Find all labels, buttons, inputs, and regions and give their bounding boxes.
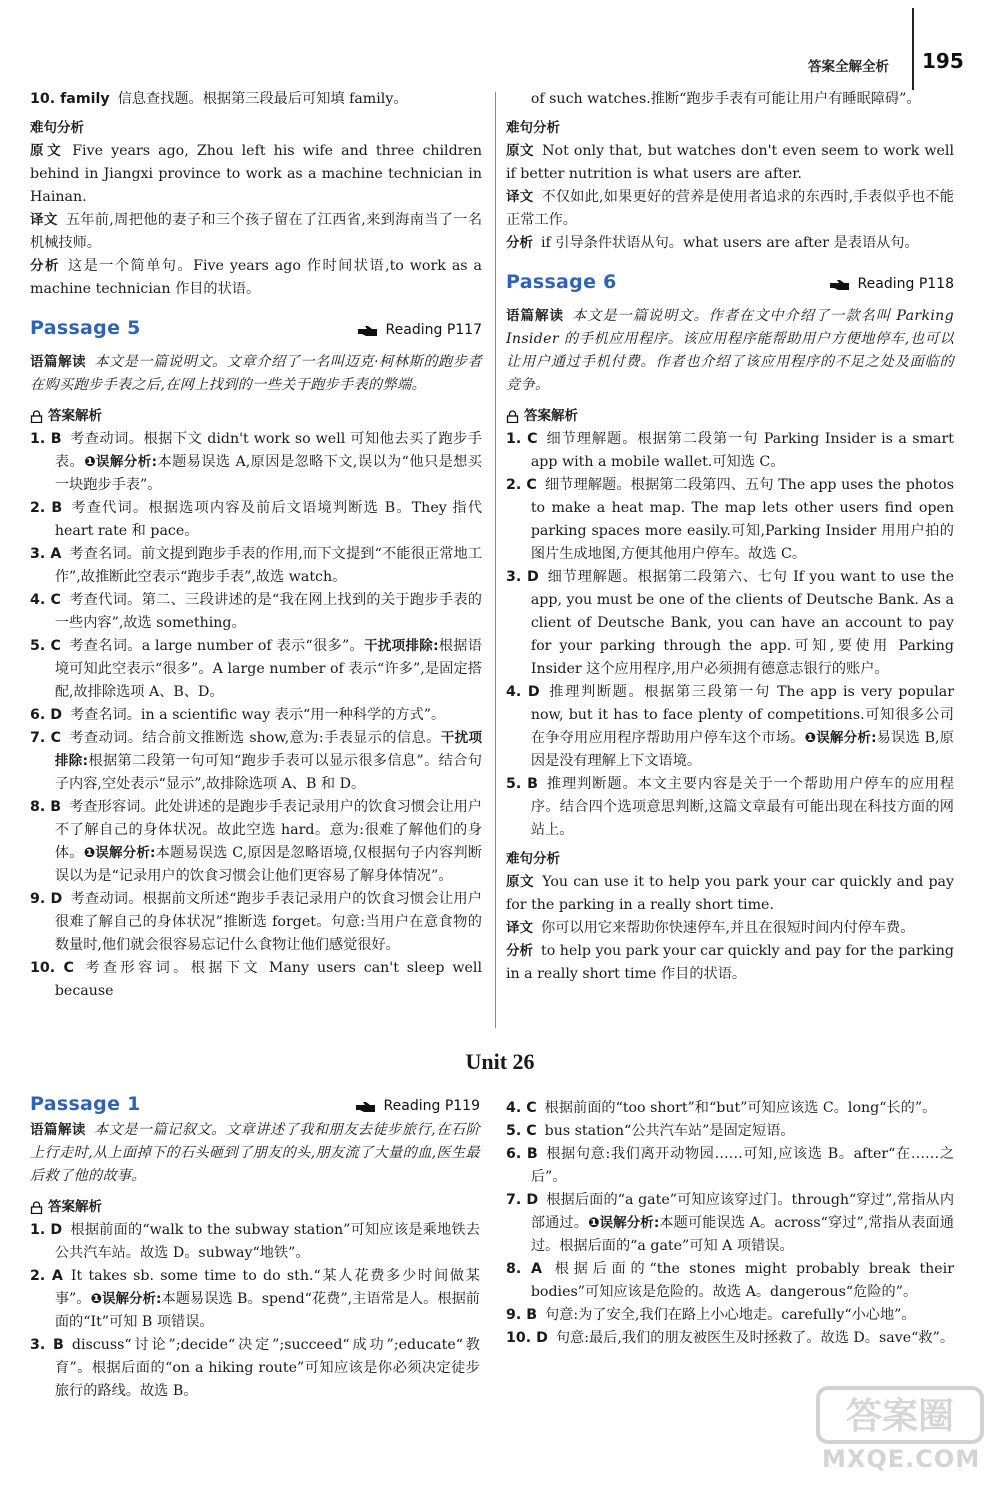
pointing-hand-icon bbox=[358, 325, 378, 337]
unit-title: Unit 26 bbox=[465, 1049, 535, 1074]
answers-title: 答案解析 bbox=[48, 408, 102, 424]
answer-number: 9. B bbox=[506, 1307, 538, 1323]
note-text: 根据第二段第一句可知“跑步手表可以显示很多信息”。结合句子内容,空处表示“显示”,故排除选项 A、B 和 D。 bbox=[54, 753, 482, 792]
answer-number: 1. D bbox=[30, 1222, 63, 1238]
text: if 引导条件状语从句。what users are after 是表语从句。 bbox=[541, 235, 919, 251]
text: 不仅如此,如果更好的营养是使用者追求的东西时,手表似乎也不能正常工作。 bbox=[506, 189, 954, 228]
text: Five years ago, Zhou left his wife and three children behind in Jiangxi province to work as a machine technician in Hainan. bbox=[30, 143, 482, 205]
label: 原文 bbox=[506, 874, 535, 890]
answer-item bbox=[30, 1334, 480, 1403]
answer-item bbox=[506, 1097, 954, 1120]
answer-number: 2. B bbox=[30, 500, 63, 516]
answer-text: 句意:最后,我们的朋友被医生及时拯救了。故选 D。save“救”。 bbox=[555, 1330, 955, 1346]
note-label: ❶误解分析: bbox=[90, 1291, 162, 1307]
lock-icon bbox=[506, 410, 519, 423]
unit-right-column bbox=[506, 1097, 954, 1350]
note-label: ❶误解分析: bbox=[587, 1215, 660, 1231]
answer-item bbox=[30, 635, 482, 704]
answer-text: 考查名词。in a scientific way 表示“用一种科学的方式”。 bbox=[69, 707, 446, 723]
answer-text: 考查形容词。此处讲述的是跑步手表记录用户的饮食习惯会让用户不了解自己的身体状况。故此空选 hard。意为:很难了解他们的身体。 bbox=[54, 799, 482, 861]
original-sentence bbox=[506, 140, 954, 186]
answer-item bbox=[30, 428, 482, 497]
answer-text: discuss“讨论”;decide“决定”;succeed“成功”;educate“教育”。根据后面的“on a hiking route”可知应该是你必须决定徒步旅行的路线。故选 B。 bbox=[54, 1337, 480, 1399]
answer-item bbox=[30, 88, 482, 111]
page-number: 195 bbox=[922, 49, 964, 73]
answer-item bbox=[30, 888, 482, 957]
text: 这是一个简单句。Five years ago 作时间状语,to work as a machine technician 作目的状语。 bbox=[30, 258, 482, 297]
answer-item bbox=[30, 589, 482, 635]
answer-item bbox=[30, 796, 482, 888]
answer-text: 根据后面的“a gate”可知应该穿过门。through“穿过”,常指从内部通过。 bbox=[530, 1192, 955, 1231]
translation bbox=[506, 186, 954, 232]
right-column bbox=[506, 88, 954, 986]
watermark-logo-text: 答案圈 bbox=[845, 1396, 955, 1437]
reading-reference bbox=[830, 273, 954, 296]
answer-text: 考查名词。a large number of 表示“很多”。 bbox=[68, 638, 365, 654]
answer-continuation: of such watches.推断“跑步手表有可能让用户有睡眠障碍”。 bbox=[530, 91, 921, 107]
answer-item bbox=[506, 1143, 954, 1189]
answer-item bbox=[506, 681, 954, 773]
answer-number: 5. B bbox=[506, 776, 538, 792]
text: 五年前,周把他的妻子和三个孩子留在了江西省,来到海南当了一名机械技师。 bbox=[30, 212, 483, 251]
note-label: 干扰项排除: bbox=[364, 638, 439, 654]
text: 你可以用它来帮助你快速停车,并且在很短时间内付停车费。 bbox=[541, 920, 915, 936]
answer-text: 信息查找题。根据第三段最后可知填 family。 bbox=[117, 91, 408, 107]
text: 本文是一篇说明文。文章介绍了一名叫迈克·柯林斯的跑步者在购买跑步手表之后,在网上找到的一些关于跑步手表的弊端。 bbox=[30, 354, 482, 393]
answer-item bbox=[30, 1219, 480, 1265]
label: 译文 bbox=[506, 920, 533, 936]
passage-header bbox=[30, 317, 482, 351]
answer-text: 细节理解题。根据第二段第六、七句 If you want to use the app, you must be one of the clients of Deutsche Bank. As a client of Deutsche Bank, you can have an account to pay for your parking through the app.可知,要使用 Parking Insider 这个应用程序,用户必须拥有德意志银行的账户。 bbox=[530, 569, 955, 677]
answer-item bbox=[506, 428, 954, 474]
answers-title: 答案解析 bbox=[48, 1199, 102, 1215]
note-text: 本题易误选 A,原因是忽略下文,误以为“他只是想买一块跑步手表”。 bbox=[54, 454, 482, 493]
answer-text: 考查动词。结合前文推断选 show,意为:手表显示的信息。 bbox=[69, 730, 441, 746]
answer-number: 5. C bbox=[30, 638, 61, 654]
answer-text: 推理判断题。根据第三段第一句 The app is very popular now, but it has to face plenty of competitions.可知很多公司在争夺用应用程序帮助用户停车这个市场。 bbox=[530, 684, 954, 746]
note-text: 根据语境可知此空表示“很多”。A large number of 表示“许多”,是固定搭配,故排除选项 A、B、D。 bbox=[54, 638, 482, 700]
reference-text: Reading P117 bbox=[385, 322, 482, 338]
note-text: 本题可能误选 A。across“穿过”,常指从表面通过。根据后面的“a gate”可知 A 项错误。 bbox=[530, 1215, 954, 1254]
original-sentence bbox=[506, 871, 954, 917]
answer-number: 1. B bbox=[30, 431, 62, 447]
answer-item bbox=[30, 957, 482, 1003]
answer-item bbox=[506, 1258, 954, 1304]
answer-text: 考查动词。根据前文所述“跑步手表记录用户的饮食习惯会让用户很难了解自己的身体状况”推断选 forget。句意:当用户在意食物的数量时,他们就会很容易忘记什么食物让他们感觉很好。 bbox=[54, 891, 482, 953]
answer-item bbox=[30, 543, 482, 589]
passage-header bbox=[506, 271, 954, 305]
answer-number: 8. A bbox=[506, 1261, 542, 1277]
analysis bbox=[30, 255, 482, 301]
note-text: 易误选 B,原因是没有理解上下文语境。 bbox=[530, 730, 954, 769]
column-divider bbox=[495, 92, 496, 1028]
analysis bbox=[506, 940, 954, 986]
answer-text: 考查名词。前文提到跑步手表的作用,而下文提到“不能很正常地工作”,故推断此空表示“跑步手表”,故选 watch。 bbox=[54, 546, 483, 585]
note-label: 干扰项排除: bbox=[54, 730, 482, 769]
watermark-brand: MXQE.COM bbox=[822, 1445, 981, 1473]
answers-heading bbox=[30, 405, 482, 428]
text: 本文是一篇记叙文。文章讲述了我和朋友去徒步旅行,在石阶上行走时,从上面掉下的石头砸到了朋友的头,朋友流了大量的血,医生最后救了他的故事。 bbox=[30, 1122, 480, 1184]
text: Not only that, but watches don't even seem to work well if better nutrition is what users are after. bbox=[506, 143, 954, 182]
pointing-hand-icon bbox=[830, 279, 850, 291]
passage-summary bbox=[30, 351, 482, 397]
answer-number: 4. C bbox=[30, 592, 61, 608]
passage-title: Passage 5 bbox=[30, 317, 141, 339]
answer-text: 细节理解题。根据第二段第一句 Parking Insider is a smart app with a mobile wallet.可知选 C。 bbox=[530, 431, 954, 470]
answer-text: bus station“公共汽车站”是固定短语。 bbox=[544, 1123, 795, 1139]
answer-number: 4. D bbox=[506, 684, 540, 700]
page-header bbox=[0, 0, 1000, 100]
label: 译文 bbox=[506, 189, 534, 205]
answer-item bbox=[506, 773, 954, 842]
label: 原文 bbox=[30, 143, 65, 159]
note-text: 本题易误选 C,原因是忽略语境,仅根据句子内容判断误以为是“记录用户的饮食习惯会让他们更容易了解身体情况”。 bbox=[54, 845, 482, 884]
answer-number: 10. D bbox=[506, 1330, 548, 1346]
text: to help you park your car quickly and pay for the parking in a really short time 作目的状语。 bbox=[506, 943, 955, 982]
answer-text: 考查代词。根据选项内容及前后文语境判断选 B。They 指代 heart rate 和 pace。 bbox=[54, 500, 483, 539]
header-section-title: 答案全解全析 bbox=[808, 59, 889, 75]
label: 语篇解读 bbox=[30, 354, 87, 370]
answer-text: It takes sb. some time to do sth.“某人花费多少时间做某事”。 bbox=[54, 1268, 480, 1307]
label: 语篇解读 bbox=[506, 308, 564, 324]
answer-number: 7. D bbox=[506, 1192, 539, 1208]
translation bbox=[506, 917, 954, 940]
answers-heading bbox=[506, 405, 954, 428]
answer-number: 10. family bbox=[30, 91, 110, 107]
answer-item bbox=[506, 474, 954, 566]
answers-heading bbox=[30, 1196, 480, 1219]
answer-text: 根据前面的“walk to the subway station”可知应该是乘地铁去公共汽车站。故选 D。subway“地铁”。 bbox=[54, 1222, 480, 1261]
answer-item bbox=[30, 497, 482, 543]
passage-summary bbox=[506, 305, 954, 397]
answer-number: 6. B bbox=[506, 1146, 538, 1162]
header-rule bbox=[912, 8, 914, 90]
answer-item bbox=[506, 1189, 954, 1258]
answer-item bbox=[30, 1265, 480, 1334]
answer-text: 细节理解题。根据第二段第四、五句 The app uses the photos to make a heat map. The map lets other users find open parking spaces more easily.可知,Parking Insider 用用户拍的图片生成地图,方便其他用户停车。故选 C。 bbox=[530, 477, 954, 562]
note-label: ❶误解分析: bbox=[84, 454, 158, 470]
answer-text: 考查代词。第二、三段讲述的是“我在网上找到的关于跑步手表的一些内容”,故选 something。 bbox=[54, 592, 482, 631]
answer-number: 2. A bbox=[30, 1268, 63, 1284]
answer-number: 10. C bbox=[30, 960, 74, 976]
answer-number: 8. B bbox=[30, 799, 62, 815]
passage-title: Passage 1 bbox=[30, 1093, 141, 1115]
passage-summary bbox=[30, 1119, 480, 1188]
unit-left-column bbox=[30, 1093, 480, 1403]
answer-item bbox=[506, 566, 954, 681]
answers-title: 答案解析 bbox=[524, 408, 578, 424]
answer-text: 根据前面的“too short”和“but”可知应该选 C。long“长的”。 bbox=[544, 1100, 937, 1116]
label: 分析 bbox=[506, 235, 533, 251]
reading-reference bbox=[358, 319, 482, 342]
translation bbox=[30, 209, 482, 255]
pointing-hand-icon bbox=[356, 1101, 376, 1113]
answer-text: 根据句意:我们离开动物园……可知,应该选 B。after“在……之后”。 bbox=[530, 1146, 955, 1185]
answer-number: 6. D bbox=[30, 707, 62, 723]
answer-item bbox=[30, 727, 482, 796]
note-text: 本题易误选 B。spend“花费”,主语常是人。根据前面的“It”可知 B 项错误。 bbox=[54, 1291, 480, 1330]
answer-number: 3. D bbox=[506, 569, 539, 585]
answer-number: 2. C bbox=[506, 477, 537, 493]
answer-text: 考查形容词。根据下文 Many users can't sleep well because bbox=[54, 960, 483, 999]
answer-number: 3. A bbox=[30, 546, 62, 562]
answer-number: 1. C bbox=[506, 431, 538, 447]
reference-text: Reading P118 bbox=[857, 276, 954, 292]
section-heading: 难句分析 bbox=[30, 120, 84, 136]
text: 本文是一篇说明文。作者在文中介绍了一款名叫 Parking Insider 的手机应用程序。该应用程序能帮助用户方便地停车,也可以让用户通过手机付费。作者也介绍了该应用程序的不足之处及面临的竞争。 bbox=[506, 308, 955, 393]
note-label: ❶误解分析: bbox=[83, 845, 156, 861]
label: 分析 bbox=[30, 258, 60, 274]
answer-text: 推理判断题。本文主要内容是关于一个帮助用户停车的应用程序。结合四个选项意思判断,这篇文章最有可能出现在科技方面的网站上。 bbox=[530, 776, 954, 838]
section-heading: 难句分析 bbox=[506, 851, 560, 867]
analysis bbox=[506, 232, 954, 255]
answer-item bbox=[506, 1304, 954, 1327]
answer-text: 考查动词。根据下文 didn't work so well 可知他去买了跑步手表。 bbox=[54, 431, 483, 470]
reference-text: Reading P119 bbox=[383, 1098, 480, 1114]
lock-icon bbox=[30, 1201, 43, 1214]
left-column bbox=[30, 88, 482, 1003]
label: 译文 bbox=[30, 212, 58, 228]
text: You can use it to help you park your car quickly and pay for the parking in a really short time. bbox=[506, 874, 955, 913]
answer-text: 句意:为了安全,我们在路上小心地走。carefully“小心地”。 bbox=[545, 1307, 916, 1323]
label: 原文 bbox=[506, 143, 535, 159]
answer-item bbox=[506, 1120, 954, 1143]
answer-number: 5. C bbox=[506, 1123, 537, 1139]
lock-icon bbox=[30, 410, 43, 423]
note-label: ❶误解分析: bbox=[804, 730, 877, 746]
passage-title: Passage 6 bbox=[506, 271, 617, 293]
answer-item bbox=[30, 704, 482, 727]
answer-number: 4. C bbox=[506, 1100, 537, 1116]
answer-number: 3. B bbox=[30, 1337, 64, 1353]
reading-reference bbox=[356, 1095, 480, 1118]
label: 分析 bbox=[506, 943, 534, 959]
original-sentence bbox=[30, 140, 482, 209]
answer-item bbox=[506, 1327, 954, 1350]
label: 语篇解读 bbox=[30, 1122, 86, 1138]
passage-header bbox=[30, 1093, 480, 1119]
answer-number: 9. D bbox=[30, 891, 63, 907]
answer-text: 根据后面的“the stones might probably break their bodies”可知应该是危险的。故选 A。dangerous“危险的”。 bbox=[530, 1261, 954, 1300]
section-heading: 难句分析 bbox=[506, 120, 560, 136]
answer-number: 7. C bbox=[30, 730, 62, 746]
